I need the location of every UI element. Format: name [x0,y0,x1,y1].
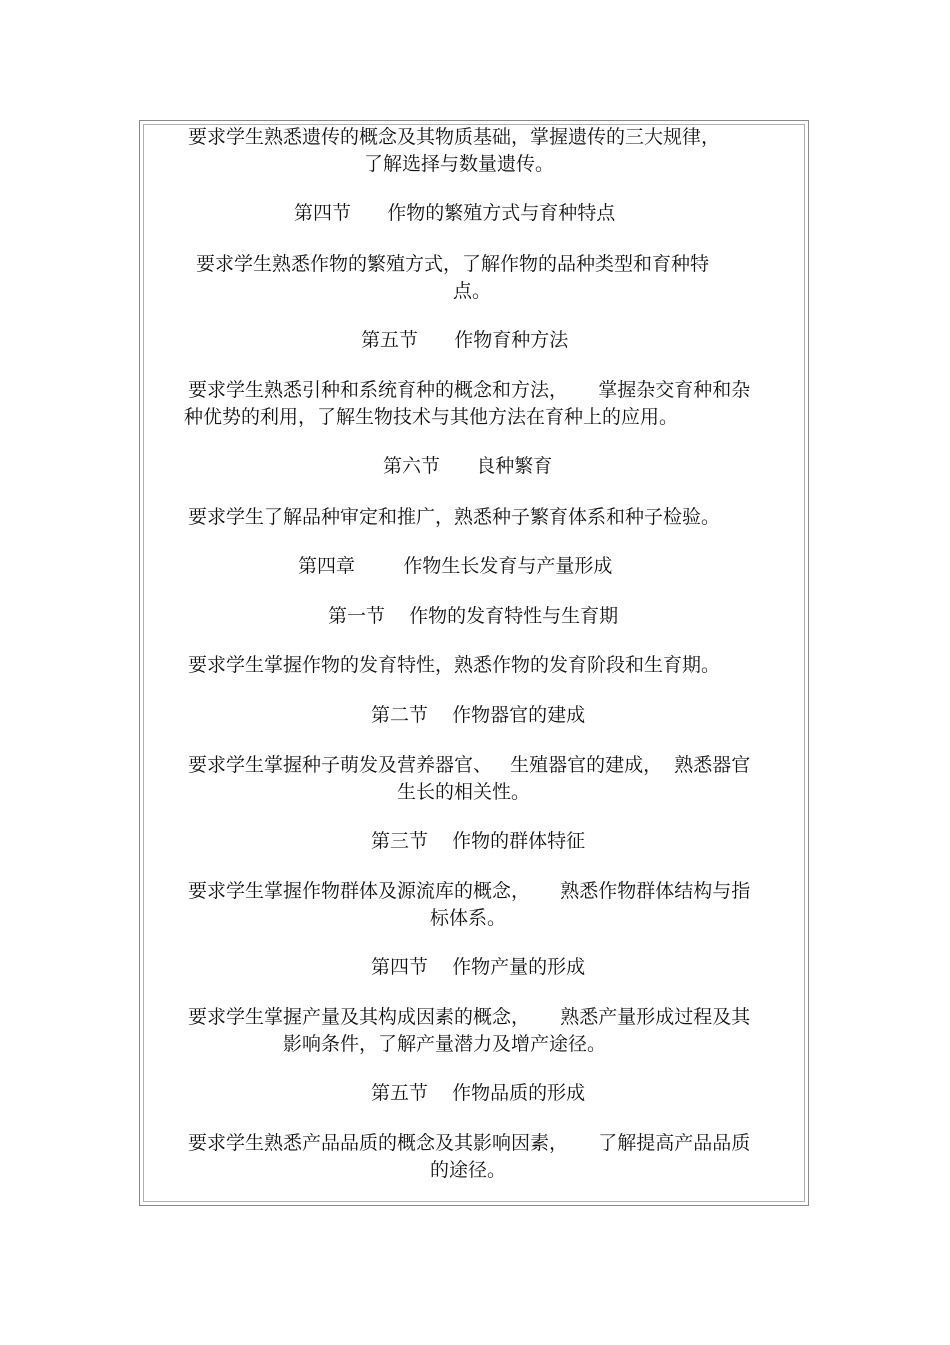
paragraph-quality-line-1: 要求学生熟悉产品品质的概念及其影响因素， 了解提高产品品质 [188,1132,751,1154]
heading-section-4-reproduction: 第四节 作物的繁殖方式与育种特点 [294,202,616,224]
heading-section-2-organs: 第二节 作物器官的建成 [371,704,586,726]
paragraph-population-line-2: 标体系。 [430,907,507,929]
paragraph-seed-multiplication: 要求学生了解品种审定和推广，熟悉种子繁育体系和种子检验。 [188,506,721,528]
paragraph-organs-line-2: 生长的相关性。 [397,781,531,803]
paragraph-organs-line-1: 要求学生掌握种子萌发及营养器官、 生殖器官的建成， 熟悉器官 [188,754,751,776]
paragraph-reproduction-line-2: 点。 [453,280,492,302]
paragraph-yield-line-1: 要求学生掌握产量及其构成因素的概念， 熟悉产量形成过程及其 [188,1006,751,1028]
heading-section-6-seed-multiplication: 第六节 良种繁育 [383,455,553,477]
paragraph-breeding-methods-line-2: 种优势的利用，了解生物技术与其他方法在育种上的应用。 [184,406,679,428]
heading-section-4-yield: 第四节 作物产量的形成 [371,956,586,978]
heading-section-3-population: 第三节 作物的群体特征 [371,830,586,852]
heading-section-5-breeding-methods: 第五节 作物育种方法 [361,329,569,351]
paragraph-development: 要求学生掌握作物的发育特性，熟悉作物的发育阶段和生育期。 [188,654,721,676]
heading-section-5-quality: 第五节 作物品质的形成 [371,1082,586,1104]
paragraph-breeding-methods-line-1: 要求学生熟悉引种和系统育种的概念和方法， 掌握杂交育种和杂 [188,379,751,401]
paragraph-yield-line-2: 影响条件，了解产量潜力及增产途径。 [283,1033,607,1055]
paragraph-heredity-line-2: 了解选择与数量遗传。 [364,153,555,175]
paragraph-reproduction-line-1: 要求学生熟悉作物的繁殖方式，了解作物的品种类型和育种特 [196,253,710,275]
paragraph-quality-line-2: 的途径。 [430,1159,507,1181]
heading-chapter-4: 第四章 作物生长发育与产量形成 [298,555,613,577]
heading-section-1-development: 第一节 作物的发育特性与生育期 [328,605,619,627]
paragraph-population-line-1: 要求学生掌握作物群体及源流库的概念， 熟悉作物群体结构与指 [188,880,751,902]
paragraph-heredity-line-1: 要求学生熟悉遗传的概念及其物质基础，掌握遗传的三大规律， [188,126,721,148]
